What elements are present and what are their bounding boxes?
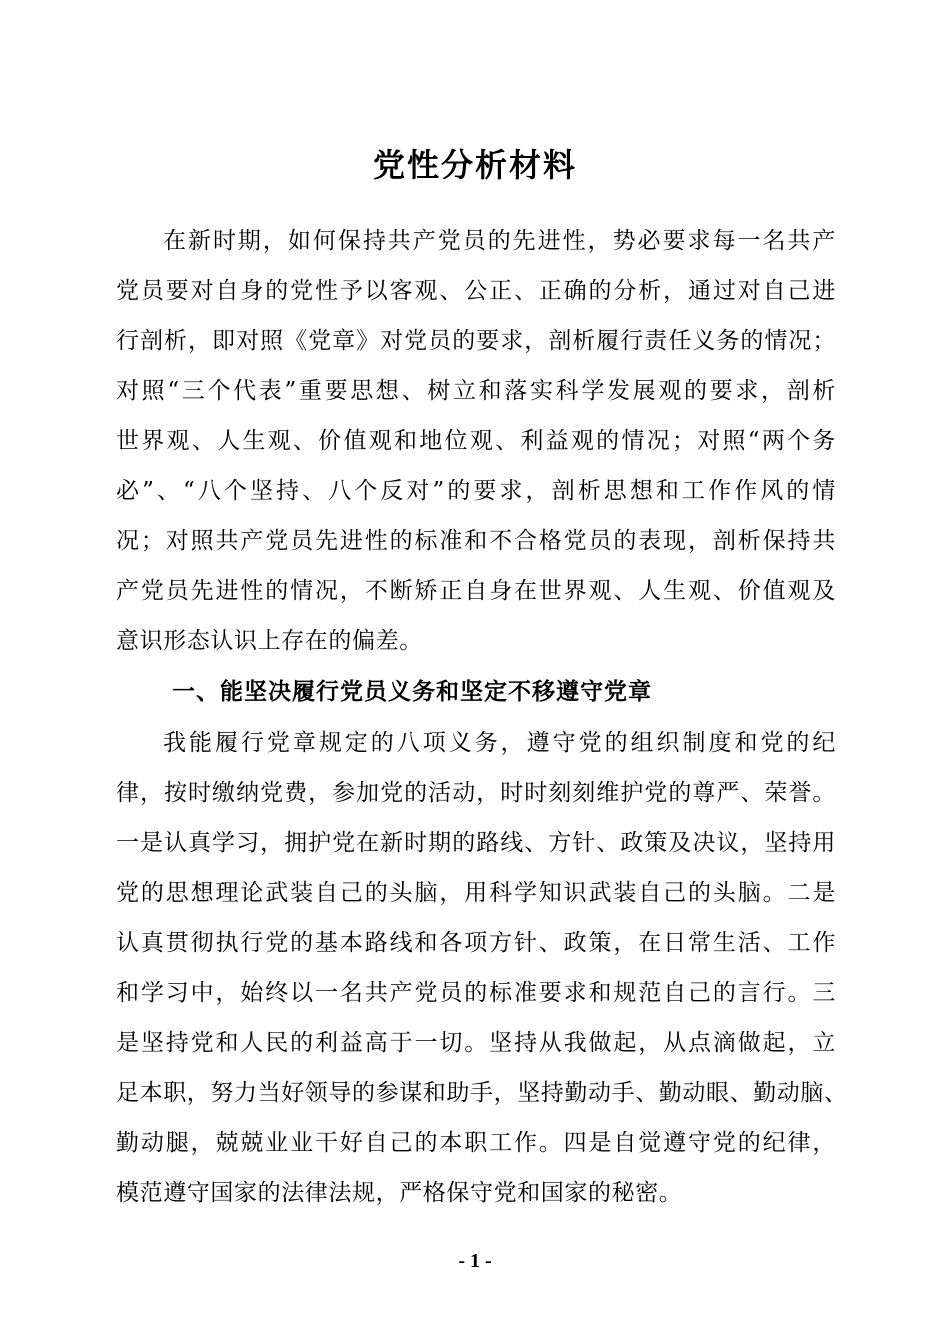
section-line: 律，按时缴纳党费，参加党的活动，时时刻刻维护党的尊严、荣誉。	[116, 780, 836, 806]
section-line: 足本职，努力当好领导的参谋和助手，坚持勤动手、勤动眼、勤动脑、	[116, 1080, 848, 1106]
intro-line: 党员要对自身的党性予以客观、公正、正确的分析，通过对自己进	[116, 278, 836, 304]
intro-line: 产党员先进性的情况，不断矫正自身在世界观、人生观、价值观及	[116, 578, 836, 604]
document-title: 党性分析材料	[372, 146, 577, 184]
intro-line: 意识形态认识上存在的偏差。	[116, 628, 423, 654]
section-line: 和学习中，始终以一名共产党员的标准要求和规范自己的言行。三	[116, 980, 836, 1006]
section-line: 勤动腿，兢兢业业干好自己的本职工作。四是自觉遵守党的纪律，	[116, 1130, 836, 1156]
intro-line: 必”、“八个坚持、八个反对”的要求，剖析思想和工作作风的情	[116, 478, 836, 504]
section-line: 我能履行党章规定的八项义务，遵守党的组织制度和党的纪	[163, 730, 836, 756]
intro-line: 世界观、人生观、价值观和地位观、利益观的情况；对照“两个务	[116, 428, 836, 454]
section-line: 是坚持党和人民的利益高于一切。坚持从我做起，从点滴做起，立	[116, 1030, 836, 1056]
page-number: - 1 -	[458, 1250, 492, 1272]
intro-line: 行剖析，即对照《党章》对党员的要求，剖析履行责任义务的情况；	[116, 328, 836, 354]
section-line: 模范遵守国家的法律法规，严格保守党和国家的秘密。	[116, 1180, 683, 1206]
intro-line: 对照“三个代表”重要思想、树立和落实科学发展观的要求，剖析	[116, 378, 836, 404]
section-line: 认真贯彻执行党的基本路线和各项方针、政策，在日常生活、工作	[116, 930, 836, 956]
section-line: 一是认真学习，拥护党在新时期的路线、方针、政策及决议，坚持用	[116, 830, 836, 856]
intro-line: 况；对照共产党员先进性的标准和不合格党员的表现，剖析保持共	[116, 528, 836, 554]
section-heading: 一、能坚决履行党员义务和坚定不移遵守党章	[172, 679, 652, 705]
intro-line: 在新时期，如何保持共产党员的先进性，势必要求每一名共产	[163, 228, 836, 254]
section-line: 党的思想理论武装自己的头脑，用科学知识武装自己的头脑。二是	[116, 880, 836, 906]
